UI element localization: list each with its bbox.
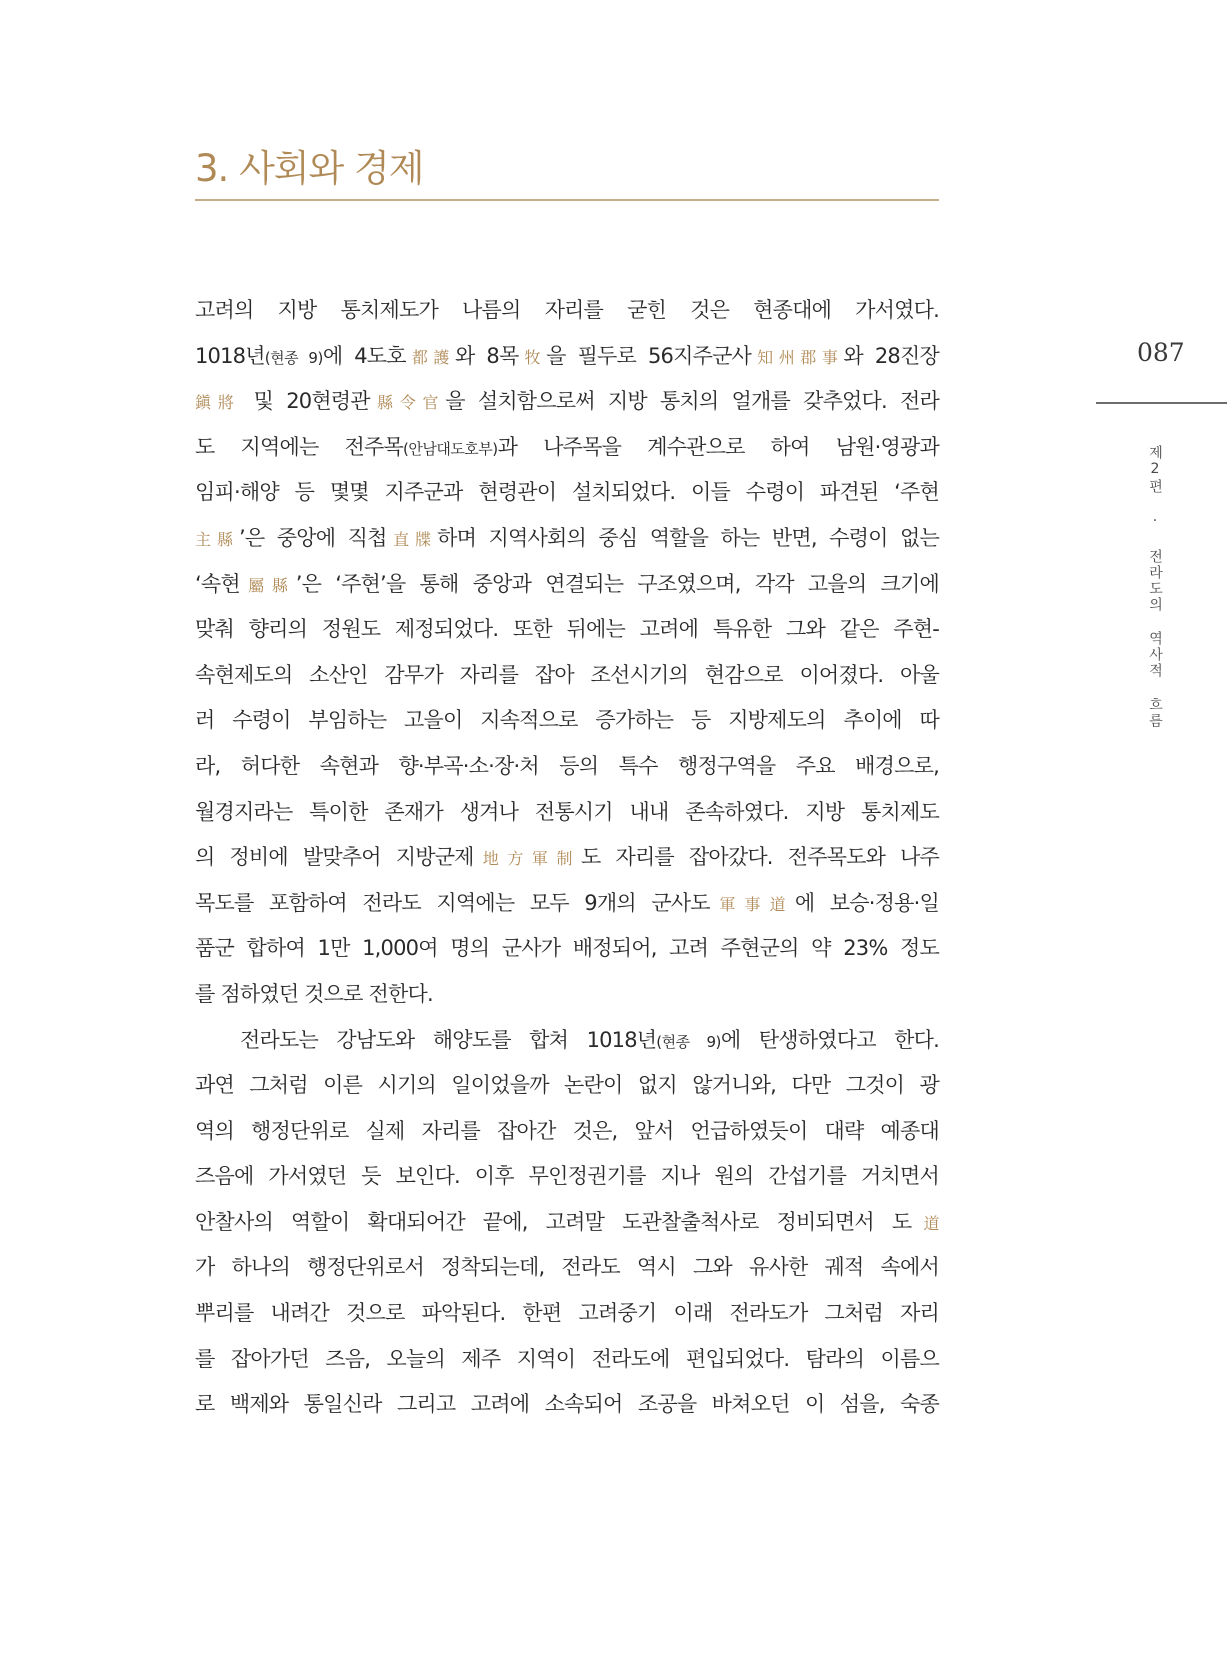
text-segment: 을 설치함으로써 지방 통치의 얼개를 갖추었다. 전라 — [445, 389, 939, 414]
text-segment: 도 지역에는 전주목 — [195, 434, 403, 459]
text-segment: ’은 중앙에 직첩 — [239, 525, 387, 550]
text-segment: 를 점하였던 것으로 전한다. — [195, 981, 433, 1006]
text-line — [195, 1245, 939, 1291]
text-line — [195, 288, 939, 334]
parenthetical-note: (안남대도호부) — [403, 439, 498, 458]
running-title: 제2편 · 전라도의 역사적 흐름 — [1147, 445, 1163, 729]
text-segment: 품군 합하여 1만 1,000여 명의 군사가 배정되어, 고려 주현군의 약 23% 정도 — [195, 936, 939, 961]
text-segment: 목도를 포함하여 전라도 지역에는 모두 9개의 군사도 — [195, 890, 710, 915]
text-segment: 을 필두로 56지주군사 — [546, 343, 752, 368]
text-line — [195, 972, 939, 1018]
page-number: 087 — [1137, 338, 1185, 367]
text-line — [195, 1200, 939, 1246]
text-segment: 및 20현령관 — [240, 389, 370, 414]
text-segment: 가 하나의 행정단위로서 정착되는데, 전라도 역시 그와 유사한 궤적 속에서 — [195, 1255, 939, 1280]
text-line — [195, 425, 939, 471]
text-segment: 에 4도호 — [322, 343, 406, 368]
text-segment: ‘속현 — [195, 571, 240, 596]
text-line — [195, 1291, 939, 1337]
hanja-annotation: 牧 — [518, 347, 547, 367]
text-segment: 하며 지역사회의 중심 역할을 하는 반면, 수령이 없는 — [437, 525, 939, 550]
text-line — [195, 1018, 939, 1064]
text-segment: 라, 허다한 속현과 향·부곡·소·장·처 등의 특수 행정구역을 주요 배경으로, — [195, 753, 939, 778]
text-line — [195, 562, 939, 608]
text-segment: 에 보승·정용·일 — [794, 890, 939, 915]
text-segment: 즈음에 가서였던 듯 보인다. 이후 무인정권기를 지나 원의 간섭기를 거치면서 — [195, 1164, 939, 1189]
text-line — [195, 835, 939, 881]
text-segment: 과연 그처럼 이른 시기의 일이었을까 논란이 없지 않거니와, 다만 그것이 광 — [195, 1073, 939, 1098]
text-segment: 도 자리를 잡아갔다. 전주목도와 나주 — [581, 845, 939, 870]
text-segment: 와 28진장 — [843, 343, 939, 368]
text-segment: 로 백제와 통일신라 그리고 고려에 소속되어 조공을 바쳐오던 이 섬을, 숙종 — [195, 1392, 939, 1417]
hanja-annotation: 主縣 — [195, 529, 240, 549]
text-segment: 1018년 — [195, 343, 265, 368]
text-line — [195, 379, 939, 425]
text-segment: 전라도는 강남도와 해양도를 합쳐 1018년 — [240, 1027, 657, 1052]
section-title: 3. 사회와 경제 — [195, 147, 424, 190]
text-line — [195, 790, 939, 836]
hanja-annotation: 軍事道 — [709, 894, 795, 914]
hanja-annotation: 地方軍制 — [473, 849, 582, 869]
text-line — [195, 1337, 939, 1383]
text-line — [195, 926, 939, 972]
text-line — [195, 1109, 939, 1155]
text-segment: ’은 ‘주현’을 통해 중앙과 연결되는 구조였으며, 각각 고을의 크기에 — [295, 571, 939, 596]
text-segment: 와 8목 — [455, 343, 519, 368]
hanja-annotation: 知州郡事 — [751, 347, 844, 367]
text-segment: 역의 행정단위로 실제 자리를 잡아간 것은, 앞서 언급하였듯이 대략 예종대 — [195, 1118, 939, 1143]
text-segment: 고려의 지방 통치제도가 나름의 자리를 굳힌 것은 현종대에 가서였다. — [195, 298, 939, 322]
text-line — [195, 881, 939, 927]
text-segment: 의 정비에 발맞추어 지방군제 — [195, 845, 474, 870]
text-segment: 속현제도의 소산인 감무가 자리를 잡아 조선시기의 현감으로 이어졌다. 아울 — [195, 662, 939, 687]
text-segment: 러 수령이 부임하는 고을이 지속적으로 증가하는 등 지방제도의 추이에 따 — [195, 708, 939, 733]
text-line — [195, 334, 939, 380]
text-line — [195, 1154, 939, 1200]
parenthetical-note: (현종 9) — [656, 1032, 721, 1051]
text-line — [195, 470, 939, 516]
text-line — [195, 744, 939, 790]
body-text — [195, 288, 939, 1428]
text-segment: 과 나주목을 계수관으로 하여 남원·영광과 — [497, 434, 940, 459]
hanja-annotation: 道 — [911, 1213, 939, 1233]
hanja-annotation: 屬縣 — [239, 575, 296, 595]
text-segment: 맞춰 향리의 정원도 제정되었다. 또한 뒤에는 고려에 특유한 그와 같은 주현- — [195, 617, 939, 642]
sidebar-divider — [1096, 402, 1227, 404]
hanja-annotation: 鎭將 — [195, 393, 241, 413]
text-line — [195, 516, 939, 562]
text-line — [195, 1063, 939, 1109]
text-line — [195, 653, 939, 699]
text-segment: 안찰사의 역할이 확대되어간 끝에, 고려말 도관찰출척사로 정비되면서 도 — [195, 1209, 912, 1234]
text-segment: 임피·해양 등 몇몇 지주군과 현령관이 설치되었다. 이들 수령이 파견된 ‘주현 — [195, 480, 939, 505]
hanja-annotation: 直牒 — [386, 529, 438, 549]
text-segment: 뿌리를 내려간 것으로 파악된다. 한편 고려중기 이래 전라도가 그처럼 자리 — [195, 1301, 939, 1326]
parenthetical-note: (현종 9) — [264, 348, 323, 367]
text-segment: 에 탄생하였다고 한다. — [720, 1027, 939, 1052]
text-line — [195, 607, 939, 653]
text-line — [195, 698, 939, 744]
text-line — [195, 1382, 939, 1428]
title-divider — [195, 199, 939, 201]
hanja-annotation: 縣令官 — [369, 393, 446, 413]
hanja-annotation: 都護 — [405, 347, 455, 367]
text-segment: 월경지라는 특이한 존재가 생겨나 전통시기 내내 존속하였다. 지방 통치제도 — [195, 799, 939, 824]
text-segment: 를 잡아가던 즈음, 오늘의 제주 지역이 전라도에 편입되었다. 탐라의 이름으 — [195, 1346, 939, 1371]
